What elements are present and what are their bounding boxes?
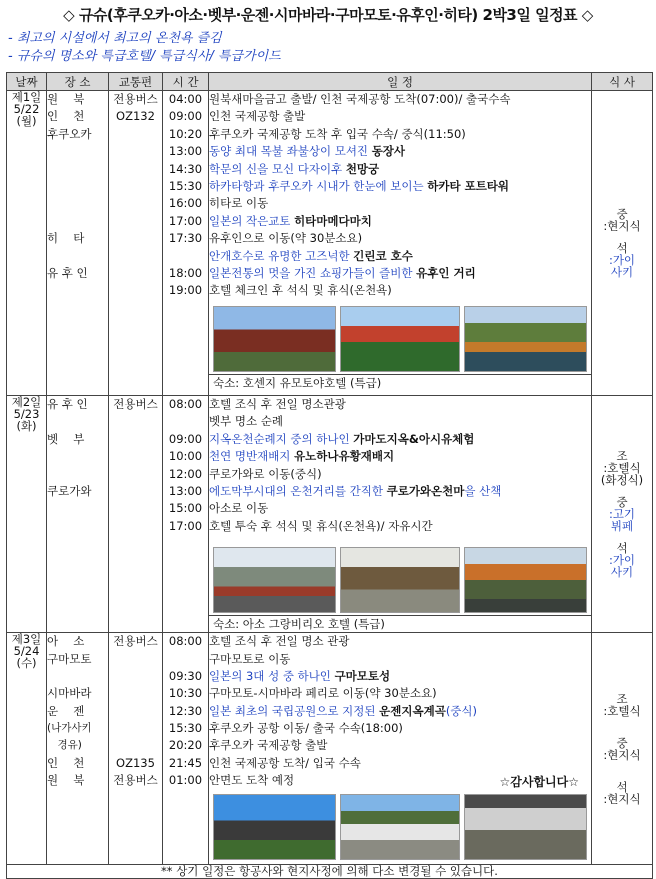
time: 14:30 — [168, 161, 203, 176]
time: 15:00 — [168, 501, 203, 516]
event-line — [209, 91, 591, 108]
event-line — [209, 720, 591, 737]
event-text: 구마모토로 이동 — [209, 651, 291, 666]
event-line — [209, 248, 591, 265]
event-highlight: 히타마메다마치 — [294, 213, 372, 228]
time-cell — [163, 396, 209, 633]
place: 인 천 — [47, 755, 85, 770]
meal: 사키 — [610, 265, 634, 279]
day-date: 5/24 — [13, 644, 40, 659]
event-line — [209, 466, 591, 483]
event-highlight: 구마모토성 — [334, 668, 391, 683]
shrine-photo — [213, 306, 336, 372]
time: 16:00 — [168, 196, 203, 211]
place: 유 후 인 — [47, 265, 88, 280]
day-row-2 — [7, 396, 653, 633]
meal: 석 — [616, 541, 628, 556]
place: 원 북 — [47, 92, 85, 106]
footer-note: ** 상기 일정은 항공사와 현지사정에 의해 다소 변경될 수 있습니다. — [7, 865, 653, 879]
day-weekday: (화) — [16, 419, 37, 433]
event-text: 원북새마을금고 출발/ 인천 국제공항 도착(07:00)/ 출국수속 — [209, 92, 511, 106]
lodging-info: 숙소: 아소 그랑비리오 호텔 (특급) — [209, 615, 591, 632]
time: 13:00 — [168, 144, 203, 159]
event-line — [209, 213, 591, 230]
time: 09:30 — [168, 668, 203, 683]
header-itinerary: 일 정 — [209, 73, 592, 91]
event-line — [209, 413, 591, 430]
day-cell — [7, 633, 47, 865]
time: 19:00 — [168, 283, 203, 298]
meal-cell — [592, 396, 653, 633]
event-text: 일본의 작은교토 — [209, 213, 295, 228]
place: 히 타 — [47, 231, 85, 246]
subtitle-1: - 최고의 시설에서 최고의 온천욕 즐김 — [8, 31, 222, 46]
header-transport: 교통편 — [109, 73, 163, 91]
photo-strip — [209, 535, 591, 615]
place-cell — [47, 633, 109, 865]
meal: 조 — [616, 691, 628, 706]
meal-cell — [592, 633, 653, 865]
schedule-table — [6, 72, 653, 879]
event-highlight: 가마도지옥&아시유체험 — [353, 431, 475, 446]
meal: :가이 — [608, 253, 636, 267]
event-text: 호텔 조식 후 전일 명소 관광 — [209, 634, 350, 649]
time: 08:00 — [168, 397, 203, 411]
place: 유 후 인 — [47, 397, 88, 411]
header-meal: 식 사 — [592, 73, 653, 91]
event-line — [209, 431, 591, 448]
event-line — [209, 108, 591, 125]
event-line — [209, 448, 591, 465]
meal: 뷔페 — [610, 519, 634, 534]
event-text: 후쿠오카 국제공항 도착 후 입국 수속/ 중식(11:50) — [209, 126, 466, 141]
event-line — [209, 651, 591, 668]
transport: 전용버스 — [113, 773, 158, 788]
page-title: ◇ 규슈(후쿠오카·아소·벳부·운젠·시마바라·구마모토·유후인·히타) 2박3일 일정표 ◇ — [63, 6, 593, 24]
header-time: 시 간 — [163, 73, 209, 91]
time-cell — [163, 91, 209, 396]
day-date: 5/23 — [13, 407, 40, 421]
event-list — [209, 396, 591, 535]
meal: :현지식 — [603, 747, 641, 762]
header-row — [7, 73, 653, 91]
meal: 사키 — [610, 565, 634, 580]
event-highlight: 유노하나유황재배지 — [294, 449, 395, 464]
time: 18:00 — [168, 265, 203, 280]
meal: :현지식 — [603, 219, 641, 233]
place: 후쿠오카 — [47, 126, 92, 141]
event-highlight: 하카타 포트타워 — [427, 178, 510, 193]
event-text: 인천 국제공항 도착/ 입국 수속 — [209, 755, 361, 770]
meal: 중 — [616, 207, 628, 221]
day-cell — [7, 396, 47, 633]
time: 12:30 — [168, 703, 203, 718]
meal: :호텔식 — [603, 461, 641, 476]
day-label: 제2일 — [11, 395, 42, 409]
itinerary-cell — [209, 396, 592, 633]
time: 12:00 — [168, 466, 203, 481]
place: 벳 부 — [47, 431, 85, 446]
transport: OZ135 — [116, 755, 155, 770]
meal: :현지식 — [603, 791, 641, 806]
event-line — [209, 126, 591, 143]
meal: 석 — [616, 779, 628, 794]
transport-cell — [109, 396, 163, 633]
event-tail: 을 산책 — [464, 483, 502, 498]
event-text: 하카타항과 후쿠오카 시내가 한눈에 보이는 — [209, 178, 428, 193]
place: 운 젠 — [47, 703, 85, 718]
event-line — [209, 396, 591, 413]
event-line — [209, 483, 591, 500]
meal: :호텔식 — [603, 703, 641, 718]
event-line — [209, 633, 591, 650]
event-line — [209, 703, 591, 720]
hot-spring-photo — [213, 547, 336, 613]
event-line — [209, 737, 591, 754]
time: 15:30 — [168, 721, 203, 736]
photo-strip — [209, 300, 591, 374]
lodging-info: 숙소: 호센지 유모토야호텔 (특급) — [209, 374, 591, 391]
event-text: 호텔 체크인 후 석식 및 휴식(온천욕) — [209, 283, 392, 298]
volcano-steam-photo — [340, 794, 459, 860]
time: 09:00 — [168, 109, 203, 124]
transport: 전용버스 — [113, 397, 158, 411]
header-place: 장 소 — [47, 73, 109, 91]
time: 10:20 — [168, 126, 203, 141]
time: 13:00 — [168, 483, 203, 498]
time: 17:00 — [168, 518, 203, 533]
transport: OZ132 — [116, 109, 155, 124]
event-text: 동양 최대 목불 좌불상이 모셔진 — [209, 144, 372, 159]
event-text: 쿠로가와로 이동(중식) — [209, 466, 322, 481]
photo-strip — [209, 790, 591, 862]
event-text: 일본전통의 멋을 가진 쇼핑가들이 즐비한 — [209, 265, 417, 280]
place-cell — [47, 396, 109, 633]
event-line — [209, 195, 591, 212]
event-text: 안면도 도착 예정 — [209, 773, 295, 788]
event-highlight: 동장사 — [371, 144, 406, 159]
meal: 중 — [616, 495, 628, 510]
pagoda-photo — [340, 306, 459, 372]
day-date: 5/22 — [13, 102, 40, 116]
castle-photo — [213, 794, 336, 860]
event-highlight: 운젠지옥계곡 — [379, 703, 446, 718]
day-label: 제1일 — [11, 90, 42, 104]
event-line — [209, 755, 591, 772]
event-highlight: 쿠로가와온천마 — [386, 483, 465, 498]
event-line — [209, 143, 591, 160]
itinerary-cell — [209, 91, 592, 396]
event-text: 일본의 3대 성 중 하나인 — [209, 668, 335, 683]
time: 09:00 — [168, 431, 203, 446]
event-text: 에도막부시대의 온천거리를 간직한 — [209, 483, 387, 498]
event-line — [209, 265, 591, 282]
time: 01:00 — [168, 773, 203, 788]
time: 17:30 — [168, 231, 203, 246]
day-label: 제3일 — [11, 632, 42, 647]
place: 쿠로가와 — [47, 483, 92, 498]
time: 20:20 — [168, 738, 203, 753]
event-line — [209, 161, 591, 178]
time: 15:30 — [168, 178, 203, 193]
event-text: 후쿠오카 국제공항 출발 — [209, 738, 328, 753]
day-row-3 — [7, 633, 653, 865]
place: 인 천 — [47, 109, 85, 124]
event-text: 안개호수로 유명한 고즈넉한 — [209, 248, 354, 263]
time: 04:00 — [168, 92, 203, 106]
event-line — [209, 500, 591, 517]
event-text: 벳부 명소 순례 — [209, 414, 283, 429]
event-tail: (중식) — [445, 703, 478, 718]
place: (나가사키 — [47, 722, 92, 735]
event-text: 아소로 이동 — [209, 501, 269, 516]
place: 아 소 — [47, 634, 85, 649]
time: 21:45 — [168, 755, 203, 770]
time: 10:30 — [168, 686, 203, 701]
event-list — [209, 633, 591, 790]
event-text: 호텔 조식 후 전일 명소관광 — [209, 397, 346, 411]
meal-cell — [592, 91, 653, 396]
place: 시마바라 — [47, 686, 92, 701]
lake-photo — [464, 306, 587, 372]
time-cell — [163, 633, 209, 865]
place: 경유) — [47, 739, 82, 752]
itinerary-cell — [209, 633, 592, 865]
event-line — [209, 282, 591, 299]
event-line — [209, 685, 591, 702]
place-cell — [47, 91, 109, 396]
meal: (화정식) — [600, 473, 644, 488]
jigoku-photo — [464, 794, 587, 860]
event-list — [209, 91, 591, 300]
event-text: 구마모토-시마바라 페리로 이동(약 30분소요) — [209, 686, 437, 701]
place: 구마모토 — [47, 651, 92, 666]
transport-cell — [109, 633, 163, 865]
day-weekday: (수) — [16, 656, 37, 671]
day-row-1 — [7, 91, 653, 396]
time: 10:00 — [168, 449, 203, 464]
event-text: 일본 최초의 국립공원으로 지정된 — [209, 703, 380, 718]
event-text: 인천 국제공항 출발 — [209, 109, 306, 124]
meal: 조 — [616, 449, 628, 464]
meal: :고기 — [608, 507, 636, 522]
subtitle-2: - 규슈의 명소와 특급호텔/ 특급식사/ 특급가이드 — [8, 49, 281, 64]
transport-cell — [109, 91, 163, 396]
event-line — [209, 518, 591, 535]
meal: 석 — [616, 241, 628, 255]
place: 원 북 — [47, 773, 85, 788]
event-text: 호텔 투숙 후 석식 및 휴식(온천욕)/ 자유시간 — [209, 518, 433, 533]
event-highlight: 유후인 거리 — [416, 265, 476, 280]
event-text: 히타로 이동 — [209, 196, 269, 211]
event-text: 천연 명반재배지 — [209, 449, 295, 464]
event-highlight: 천망궁 — [345, 161, 380, 176]
event-line — [209, 178, 591, 195]
thatched-roof-photo — [340, 547, 459, 613]
event-line — [209, 230, 591, 247]
event-line — [209, 668, 591, 685]
day-cell — [7, 91, 47, 396]
transport: 전용버스 — [113, 92, 158, 106]
event-text: 후쿠오카 공항 이동/ 출국 수속(18:00) — [209, 721, 403, 736]
event-text: 학문의 신을 모신 다자이후 — [209, 161, 346, 176]
meal: 중 — [616, 735, 628, 750]
event-text: 유후인으로 이동(약 30분소요) — [209, 231, 363, 246]
time: 17:00 — [168, 213, 203, 228]
meal: :가이 — [608, 553, 636, 568]
event-highlight: 긴린코 호수 — [353, 248, 413, 263]
time: 08:00 — [168, 634, 203, 649]
header-date: 날짜 — [7, 73, 47, 91]
day-weekday: (월) — [16, 114, 37, 128]
footer-row — [7, 865, 653, 879]
onsen-town-photo — [464, 547, 587, 613]
transport: 전용버스 — [113, 634, 158, 649]
event-text: 지옥온천순례지 중의 하나인 — [209, 431, 354, 446]
thanks-note: ☆감사합니다☆ — [499, 775, 579, 790]
